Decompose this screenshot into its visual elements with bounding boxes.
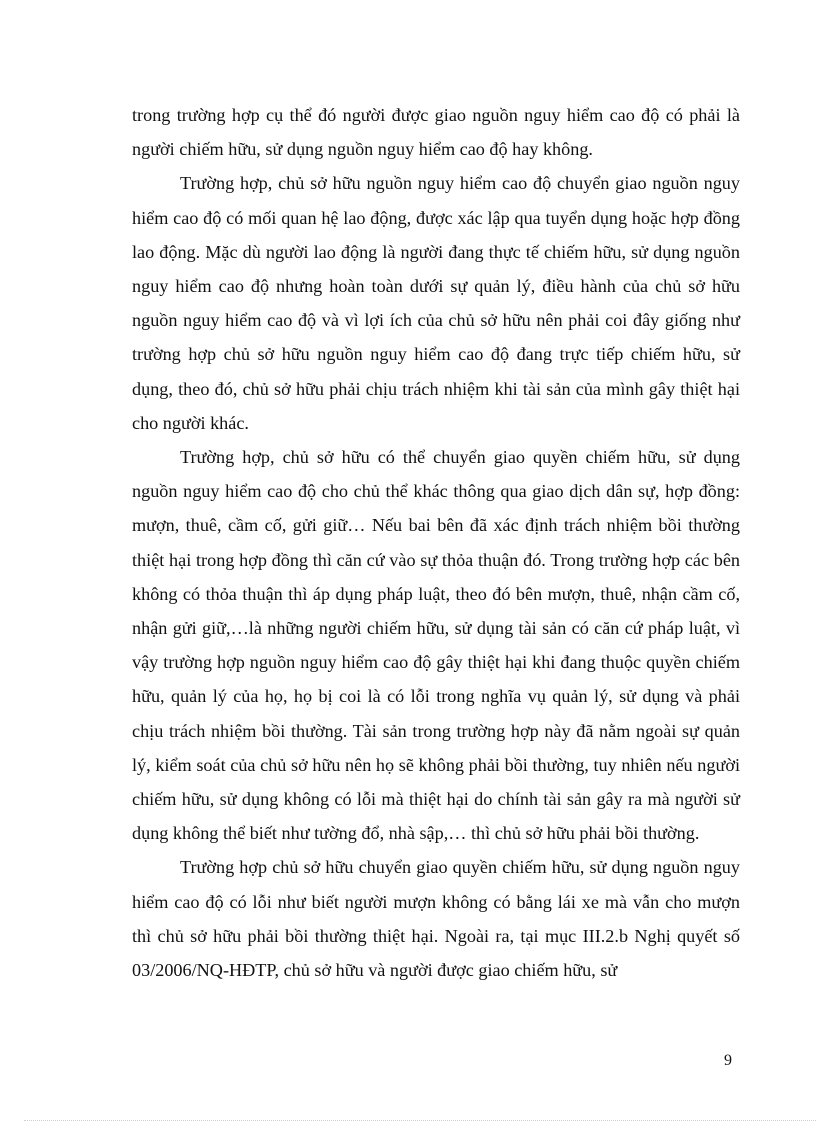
paragraph-transfer-by-contract: Trường hợp, chủ sở hữu có thể chuyển giao quyền chiếm hữu, sử dụng nguồn nguy hiểm cao độ cho chủ thể khác thông qua giao dịch dân sự, hợp đồng: mượn, thuê, cầm cố, gửi giữ… Nếu bai bên đã xác định trách nhiệm bồi thường thiệt hại trong hợp đồng thì căn cứ vào sự thỏa thuận đó. Trong trường hợp các bên không có thỏa thuận thì áp dụng pháp luật, theo đó bên mượn, thuê, nhận cầm cố, nhận gửi giữ,…là những người chiếm hữu, sử dụng tài sản có căn cứ pháp luật, vì vậy trường hợp nguồn nguy hiểm cao độ gây thiệt hại khi đang thuộc quyền chiếm hữu, quản lý của họ, họ bị coi là có lỗi trong nghĩa vụ quản lý, sử dụng và phải chịu trách nhiệm bồi thường. Tài sản trong trường hợp này đã nằm ngoài sự quản lý, kiểm soát của chủ sở hữu nên họ sẽ không phải bồi thường, tuy nhiên nếu người chiếm hữu, sử dụng không có lỗi mà thiệt hại do chính tài sản gây ra mà người sử dụng không thể biết như tường đổ, nhà sập,… thì chủ sở hữu phải bồi thường.	[132, 447, 740, 844]
page-bottom-divider	[24, 1120, 816, 1121]
paragraph-owner-at-fault: Trường hợp chủ sở hữu chuyển giao quyền chiếm hữu, sử dụng nguồn nguy hiểm cao độ có lỗi như biết người mượn không có bằng lái xe mà vẫn cho mượn thì chủ sở hữu phải bồi thường thiệt hại. Ngoài ra, tại mục III.2.b Nghị quyết số 03/2006/NQ-HĐTP, chủ sở hữu và người được giao chiếm hữu, sử	[132, 857, 740, 981]
document-body	[132, 98, 740, 987]
page-number: 9	[724, 1052, 732, 1069]
paragraph-employment-case: Trường hợp, chủ sở hữu nguồn nguy hiểm cao độ chuyển giao nguồn nguy hiểm cao độ có mối quan hệ lao động, được xác lập qua tuyển dụng hoặc hợp đồng lao động. Mặc dù người lao động là người đang thực tế chiếm hữu, sử dụng nguồn nguy hiểm cao độ nhưng hoàn toàn dưới sự quản lý, điều hành của chủ sở hữu nguồn nguy hiểm cao độ và vì lợi ích của chủ sở hữu nên phải coi đây giống như trường hợp chủ sở hữu nguồn nguy hiểm cao độ đang trực tiếp chiếm hữu, sử dụng, theo đó, chủ sở hữu phải chịu trách nhiệm khi tài sản của mình gây thiệt hại cho người khác.	[132, 173, 740, 433]
paragraph-continuation: trong trường hợp cụ thể đó người được giao nguồn nguy hiểm cao độ có phải là người chiếm hữu, sử dụng nguồn nguy hiểm cao độ hay không.	[132, 105, 740, 160]
